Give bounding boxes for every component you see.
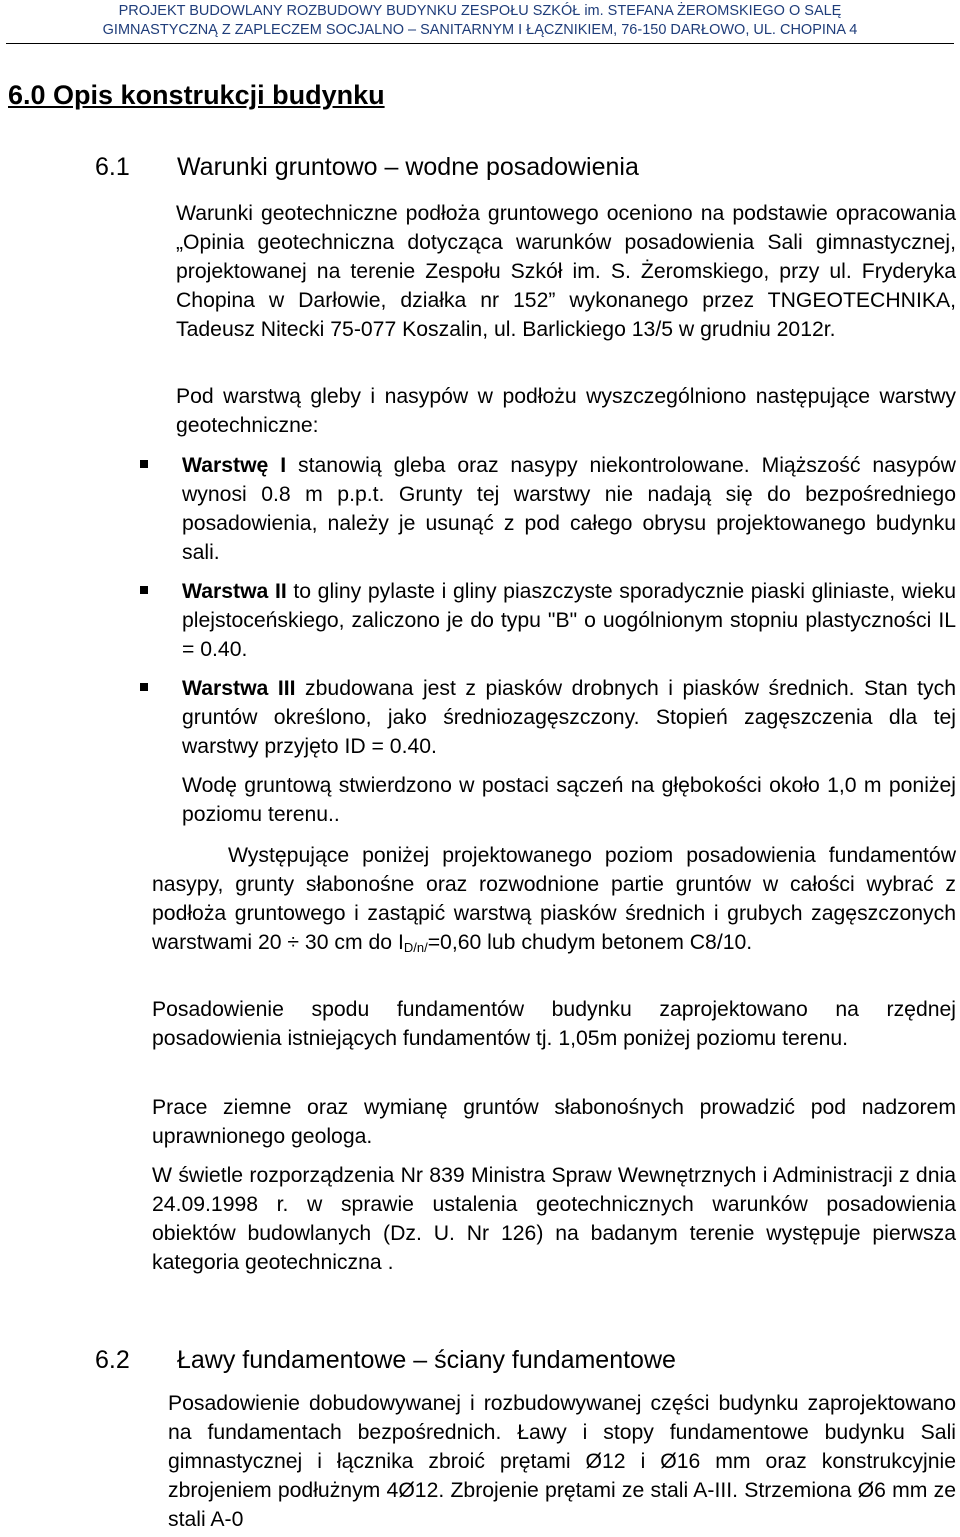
subsection-6-2-heading xyxy=(95,1346,676,1375)
paragraph-regulation: W świetle rozporządzenia Nr 839 Ministra Spraw Wewnętrznych i Administracji z dnia 24.09.1998 r. w sprawie ustalenia geotechnicznych warunków posadowienia obiektów budowlanych (Dz. U. Nr 126) na badanym terenie występuje pierwsza kategoria geotechniczna . xyxy=(152,1164,956,1274)
paragraph-foundation-level: Posadowienie spodu fundamentów budynku zaprojektowano na rzędnej posadowienia istniejących fundamentów tj. 1,05m poniżej poziomu terenu. xyxy=(152,998,956,1050)
subsection-title: Ławy fundamentowe – ściany fundamentowe xyxy=(177,1346,676,1374)
header-divider xyxy=(6,43,954,44)
bullet-text: Warstwa II to gliny pylaste i gliny piaszczyste sporadycznie piaski gliniaste, wieku plejstoceńskiego, zaliczono je do typu "B" o uogólnionym stopniu plastyczności IL = 0.40. xyxy=(182,580,956,661)
bullet-square-icon xyxy=(140,683,148,691)
paragraph-soil-replacement: Występujące poniżej projektowanego poziom posadowienia fundamentów nasypy, grunty słabonośne oraz rozwodnione partie gruntów w całości wybrać z podłoża gruntowego i zastąpić warstwą piasków średnich i grubych zagęszczonych warstwami 20 ÷ 30 cm do $I_{D/n/}=0,60$ lub chudym betonem C8/10. xyxy=(152,844,956,955)
subsection-number: 6.2 xyxy=(95,1346,130,1374)
header-line-1: PROJEKT BUDOWLANY ROZBUDOWY BUDYNKU ZESPOŁU SZKÓŁ im. STEFANA ŻEROMSKIEGO O SALĘ xyxy=(118,3,842,19)
subsection-6-1-heading xyxy=(95,153,639,182)
document-header xyxy=(8,2,952,40)
paragraph-layers-intro: Pod warstwą gleby i nasypów w podłożu wyszczególniono następujące warstwy geotechniczne: xyxy=(176,385,956,437)
header-line-2: GIMNASTYCZNĄ Z ZAPLECZEM SOCJALNO – SANITARNYM I ŁĄCZNIKIEM, 76-150 DARŁOWO, UL. CHOPINA 4 xyxy=(102,22,858,38)
paragraph-geotechnical-opinion: Warunki geotechniczne podłoża gruntowego oceniono na podstawie opracowania „Opinia geotechniczna dotycząca warunków posadowienia Sali gimnastycznej, projektowanej na terenie Zespołu Szkół im. S. Żeromskiego, przy ul. Fryderyka Chopina w Darłowie, działka nr 152” wykonanego przez TNGEOTECHNIKA, Tadeusz Nitecki 75-077 Koszalin, ul. Barlickiego 13/5 w grudniu 2012r. xyxy=(176,202,956,341)
bullet-square-icon xyxy=(140,460,148,468)
subsection-number: 6.1 xyxy=(95,153,130,181)
bullet-text: Warstwę I stanowią gleba oraz nasypy niekontrolowane. Miąższość nasypów wynosi 0.8 m p.p.t. Grunty tej warstwy nie nadają się do bezpośredniego posadowienia, należy je usunąć z pod całego obrysu projektowanego budynku sali. xyxy=(182,454,956,564)
bullet-text: Warstwa III zbudowana jest z piasków drobnych i piasków średnich. Stan tych gruntów określono, jako średniozagęszczony. Stopień zagęszczenia dla tej warstwy przyjęto ID = 0.40. xyxy=(182,677,957,758)
paragraph-foundations: Posadowienie dobudowywanej i rozbudowywanej części budynku zaprojektowano na fundamentach bezpośrednich. Ławy i stopy fundamentowe budynku Sali gimnastycznej i łącznika zbroić prętami Ø12 i Ø16 mm oraz konstrukcyjnie zbrojeniem podłużnym 4Ø12. Zbrojenie prętami ze stali A-III. Strzemiona Ø6 mm ze stali A-0 xyxy=(168,1392,956,1531)
paragraph-earthworks: Prace ziemne oraz wymianę gruntów słabonośnych prowadzić pod nadzorem uprawnionego geologa. xyxy=(152,1096,956,1148)
bullet-square-icon xyxy=(140,586,148,594)
section-title: 6.0 Opis konstrukcji budynku xyxy=(8,80,385,110)
subsection-title: Warunki gruntowo – wodne posadowienia xyxy=(177,153,639,181)
paragraph-groundwater: Wodę gruntową stwierdzono w postaci sączeń na głębokości około 1,0 m poniżej poziomu terenu.. xyxy=(182,774,956,826)
